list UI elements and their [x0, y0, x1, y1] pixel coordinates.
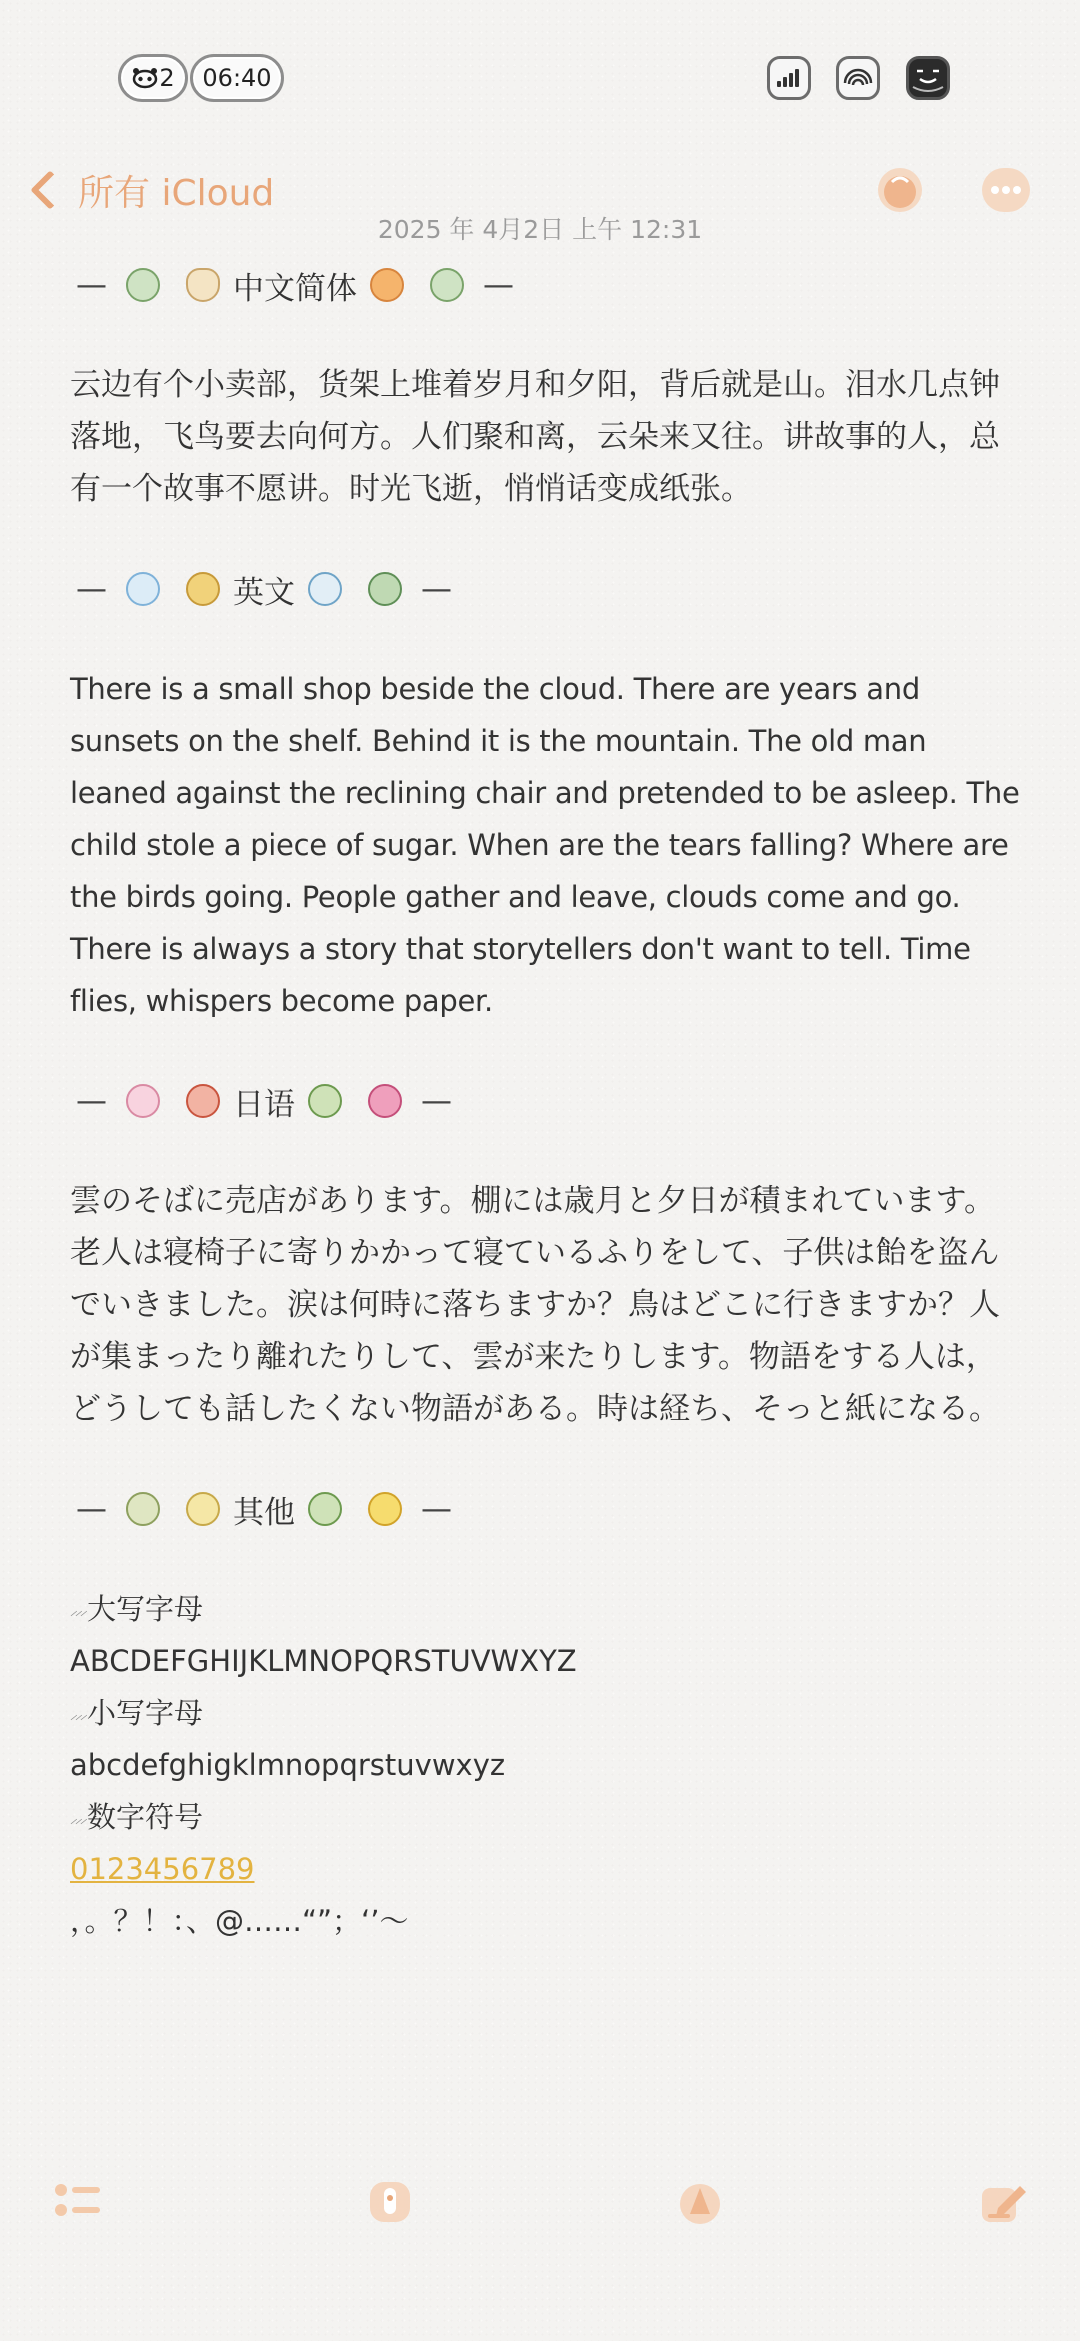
snowflake-icon: [308, 572, 342, 606]
wifi-icon: [836, 56, 880, 100]
note-timestamp: 2025 年 4月2日 上午 12:31: [377, 215, 703, 244]
seedling-icon: [308, 1492, 342, 1526]
section-heading-japanese: — 日语 —: [70, 1071, 1020, 1131]
english-paragraph: There is a small shop beside the cloud. There are years and sunsets on the shelf. Behind it is the mountain. The old man leaned against the reclining chair and pretended to be asleep. The child stole a piece of sugar. When are the tears falling? Where are the birds going. People gather and leave, clouds come and go. There is always a story that storytellers don't want to tell. Time flies, whispers become paper.: [70, 672, 1020, 1018]
section-title: 其他: [233, 1494, 295, 1531]
clock-time: 06:40: [202, 64, 272, 92]
compose-button[interactable]: [978, 2178, 1030, 2226]
marks-icon: ⸝⸝⸝: [70, 1707, 85, 1723]
share-icon: [878, 168, 922, 212]
chevron-left-icon: [30, 170, 70, 210]
tea-icon: [126, 1492, 160, 1526]
orange-icon: [370, 268, 404, 302]
lowercase-letters: abcdefghigklmnopqrstuvwxyz: [70, 1748, 506, 1782]
clock-pill: [190, 54, 284, 102]
leaf-icon: [430, 268, 464, 302]
lowercase-label: ⸝⸝⸝小写字母: [70, 1687, 1020, 1739]
notification-count: 2: [159, 64, 175, 92]
japanese-paragraph: 雲のそばに売店があります。棚には歳月と夕日が積まれています。老人は寝椅子に寄りかかって寝ているふりをして、子供は飴を盗んでいきました。涙は何時に落ちますか？鳥はどこに行きますか？人が集まったり離れたりして、雲が来たりします。物語をする人は，どうしても話したくない物語がある。時は経ち、そっと紙になる。: [70, 1183, 1000, 1427]
back-label: 所有 iCloud: [78, 172, 275, 214]
chinese-paragraph: 云边有个小卖部，货架上堆着岁月和夕阳，背后就是山。泪水几点钟落地，飞鸟要去向何方。人们聚和离，云朵来又往。讲故事的人，总有一个故事不愿讲。时光飞逝，悄悄话变成纸张。: [70, 367, 1000, 507]
battery-icon: [906, 56, 950, 100]
cloud-icon: [126, 572, 160, 606]
section-heading-english: — 英文 —: [70, 559, 1020, 619]
checklist-button[interactable]: [52, 2178, 104, 2226]
markup-button[interactable]: [674, 2178, 726, 2226]
hibiscus-icon: [368, 1084, 402, 1118]
moon-icon: [186, 1492, 220, 1526]
uppercase-letters: ABCDEFGHIJKLMNOPQRSTUVWXYZ: [70, 1644, 577, 1678]
flower-icon: [126, 1084, 160, 1118]
signal-icon: [767, 56, 811, 100]
digits-label: ⸝⸝⸝数字符号: [70, 1791, 1020, 1843]
panda-icon: [131, 67, 159, 89]
digits-link[interactable]: 0123456789: [70, 1852, 255, 1886]
marks-icon: ⸝⸝⸝: [70, 1811, 85, 1827]
section-heading-chinese: — 中文简体 —: [70, 255, 1020, 315]
symbols-row: ，。？！：、@……“”；‘’～: [70, 1904, 409, 1938]
share-button[interactable]: [878, 168, 922, 212]
compose-icon: [978, 2178, 1030, 2226]
digits-row: [70, 1843, 1020, 1895]
checklist-icon: [52, 2178, 104, 2226]
clover-icon: [368, 572, 402, 606]
sunflower-icon: [186, 572, 220, 606]
uppercase-label: ⸝⸝⸝大写字母: [70, 1583, 1020, 1635]
notification-pill: [118, 54, 188, 102]
marks-icon: ⸝⸝⸝: [70, 1603, 85, 1619]
section-title: 中文简体: [233, 270, 357, 307]
sun-icon: [368, 1492, 402, 1526]
more-icon: [982, 168, 1030, 212]
mushroom-icon: [186, 1084, 220, 1118]
section-title: 英文: [233, 574, 295, 611]
more-button[interactable]: [982, 168, 1030, 212]
leaf-icon: [126, 268, 160, 302]
section-heading-other: — 其他 —: [70, 1479, 1020, 1539]
attachment-button[interactable]: [364, 2178, 416, 2226]
note-body[interactable]: [70, 255, 1020, 1947]
attachment-icon: [364, 2178, 416, 2226]
sprout-icon: [308, 1084, 342, 1118]
ice-cream-icon: [186, 268, 220, 302]
section-title: 日语: [233, 1086, 295, 1123]
markup-icon: [674, 2178, 726, 2226]
